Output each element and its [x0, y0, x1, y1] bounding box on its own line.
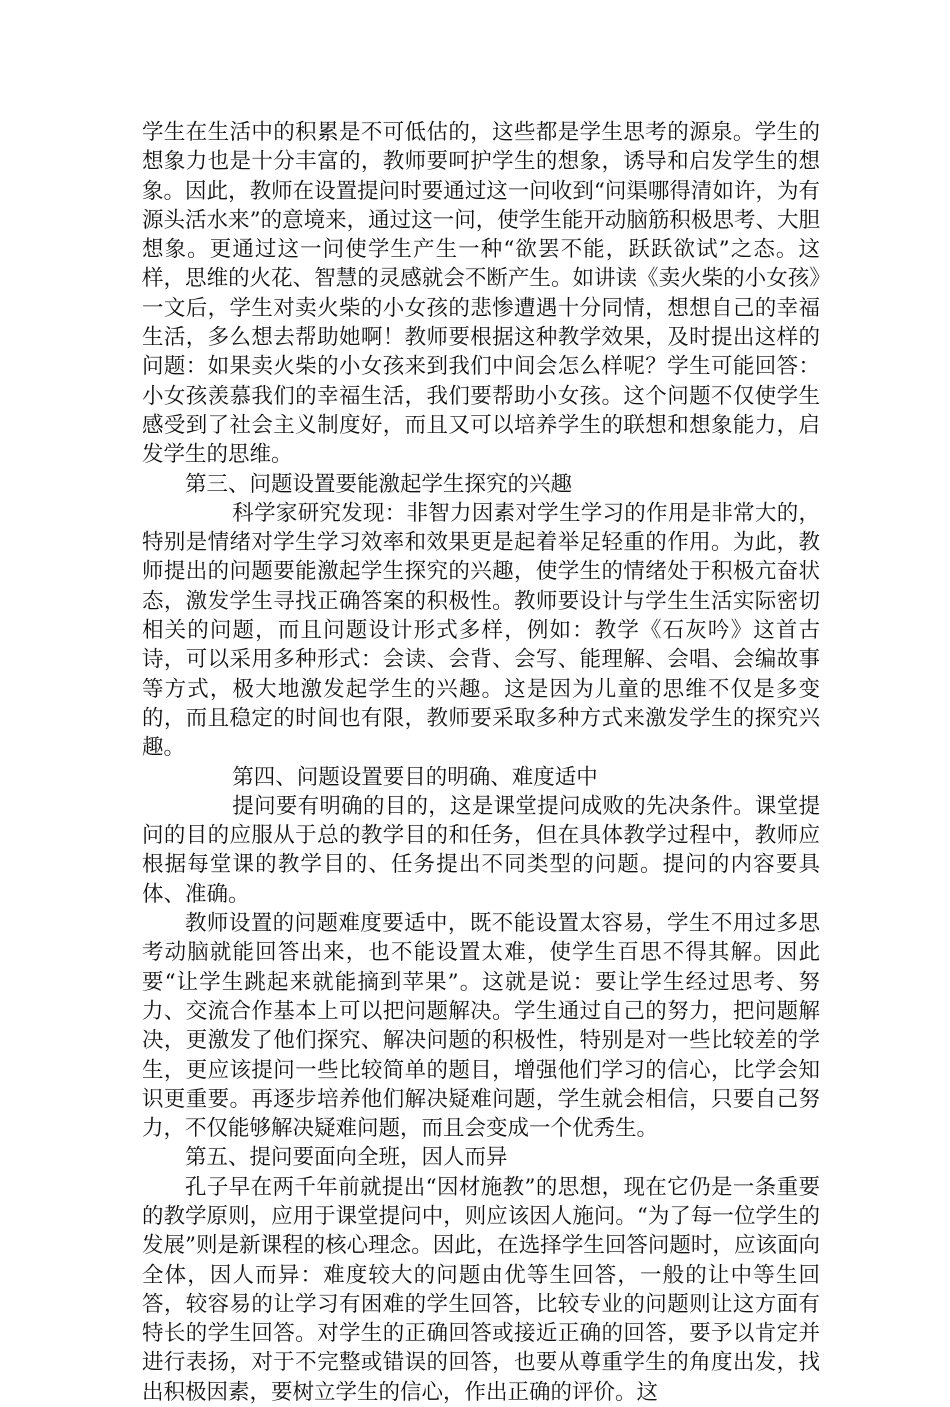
- body-paragraph-3: 提问要有明确的目的，这是课堂提问成败的先决条件。课堂提问的目的应服从于总的教学目的和任务，但在具体教学过程中，教师应根据每堂课的教学目的、任务提出不同类型的问题。提问的内容要具体、准确。: [142, 793, 820, 907]
- section-heading-3: 第三、问题设置要能激起学生探究的兴趣: [185, 471, 573, 497]
- body-paragraph-4: 教师设置的问题难度要适中，既不能设置太容易，学生不用过多思考动脑就能回答出来，也不能设置太难，使学生百思不得其解。因此要“让学生跳起来就能摘到苹果”。这就是说：要让学生经过思考、努力、交流合作基本上可以把问题解决。学生通过自己的努力，把问题解决，更激发了他们探究、解决问题的积极性，特别是对一些比较差的学生，更应该提问一些比较简单的题目，增强他们学习的信心，比学会知识更重要。再逐步培养他们解决疑难问题，学生就会相信，只要自己努力，不仅能够解决疑难问题，而且会变成一个优秀生。: [142, 911, 820, 1142]
- body-paragraph-1: 学生在生活中的积累是不可低估的，这些都是学生思考的源泉。学生的想象力也是十分丰富的，教师要呵护学生的想象，诱导和启发学生的想象。因此，教师在设置提问时要通过这一问收到“问渠哪得清如许，为有源头活水来”的意境来，通过这一问，使学生能开动脑筋积极思考、大胆想象。更通过这一问使学生产生一种“欲罢不能，跃跃欲试”之态。这样，思维的火花、智慧的灵感就会不断产生。如讲读《卖火柴的小女孩》一文后，学生对卖火柴的小女孩的悲惨遭遇十分同情，想想自己的幸福生活，多么想去帮助她啊！教师要根据这种教学效果，及时提出这样的问题：如果卖火柴的小女孩来到我们中间会怎么样呢？学生可能回答：小女孩羡慕我们的幸福生活，我们要帮助小女孩。这个问题不仅使学生感受到了社会主义制度好，而且又可以培养学生的联想和想象能力，启发学生的思维。: [142, 120, 820, 468]
- section-heading-5: 第五、提问要面向全班，因人而异: [185, 1145, 508, 1171]
- document-page: [142, 118, 820, 1407]
- body-paragraph-2: 科学家研究发现：非智力因素对学生学习的作用是非常大的，特别是情绪对学生学习效率和效果更是起着举足轻重的作用。为此，教师提出的问题要能激起学生探究的兴趣，使学生的情绪处于积极亢奋状态，激发学生寻找正确答案的积极性。教师要设计与学生生活实际密切相关的问题，而且问题设计形式多样，例如：教学《石灰吟》这首古诗，可以采用多种形式：会读、会背、会写、能理解、会唱、会编故事等方式，极大地激发起学生的兴趣。这是因为儿童的思维不仅是多变的，而且稳定的时间也有限，教师要采取多种方式来激发学生的探究兴趣。: [142, 500, 820, 761]
- section-heading-4: 第四、问题设置要目的明确、难度适中: [232, 764, 598, 790]
- body-paragraph-5: 孔子早在两千年前就提出“因材施教”的思想，现在它仍是一条重要的教学原则，应用于课堂提问中，则应该因人施问。“为了每一位学生的发展”则是新课程的核心理念。因此，在选择学生回答问题时，应该面向全体，因人而异：难度较大的问题由优等生回答，一般的让中等生回答，较容易的让学习有困难的学生回答，比较专业的问题则让这方面有特长的学生回答。对学生的正确回答或接近正确的回答，要予以肯定并进行表扬，对于不完整或错误的回答，也要从尊重学生的角度出发，找出积极因素，要树立学生的信心，作出正确的评价。这: [142, 1174, 820, 1405]
